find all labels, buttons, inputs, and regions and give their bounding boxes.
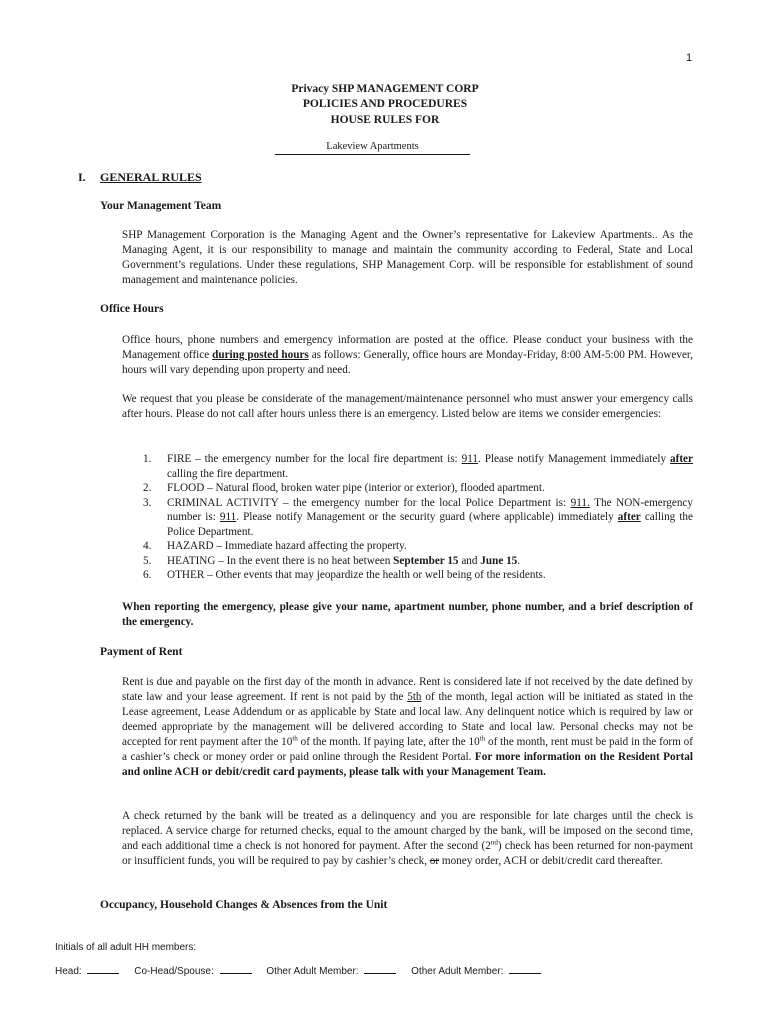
initials-line xyxy=(55,965,541,977)
office-hours-heading: Office Hours xyxy=(100,303,164,315)
property-name: Lakeview Apartments xyxy=(275,140,470,155)
list-item: 6. OTHER – Other events that may jeopardize the health or well being of the residents. xyxy=(143,569,546,581)
emergency-list xyxy=(122,452,693,583)
initials-label: Initials of all adult HH members: xyxy=(55,942,197,953)
payment-of-rent-heading: Payment of Rent xyxy=(100,646,183,658)
document-subtitle: POLICIES AND PROCEDURES xyxy=(302,98,468,110)
cohead-label: Co-Head/Spouse: xyxy=(134,966,214,977)
list-item: 2. FLOOD – Natural flood, broken water pipe (interior or exterior), flooded apartment. xyxy=(143,482,545,494)
list-item: 1. FIRE – the emergency number for the local fire department is: 911. Please notify Management immediately after calling the fire department. xyxy=(143,453,693,480)
other-adult-initials-field-1[interactable] xyxy=(364,965,396,974)
management-team-text: SHP Management Corporation is the Managing Agent and the Owner’s representative for Lakeview Apartments.. As the Managing Agent, it is our responsibility to manage and maintain the community according to Federal, State and Local Government’s regulations. Under these regulations, SHP Management Corp. will be responsible for establishment of sound management and maintenance policies. xyxy=(122,229,693,286)
other-adult-initials-field-2[interactable] xyxy=(509,965,541,974)
list-item: 4. HAZARD – Immediate hazard affecting the property. xyxy=(143,540,407,552)
management-team-heading: Your Management Team xyxy=(100,200,222,212)
other-adult-label-1: Other Adult Member: xyxy=(266,966,359,977)
document-title: Privacy SHP MANAGEMENT CORP xyxy=(291,83,479,95)
reporting-instructions: When reporting the emergency, please give your name, apartment number, phone number, and a brief description of the emergency. xyxy=(122,601,693,628)
list-item: 3. CRIMINAL ACTIVITY – the emergency number for the local Police Department is: 911. The NON-emergency number is: 911. Please notify Management or the security guard (where applicable) immediately after calling the Police Department. xyxy=(143,496,693,538)
list-item: 5. HEATING – In the event there is no heat between September 15 and June 15. xyxy=(143,554,521,567)
section-number: I. xyxy=(78,170,86,184)
rent-payment-paragraph: Rent is due and payable on the first day of the month in advance. Rent is considered late if not received by the date defined by state law and your lease agreement. If rent is not paid by the 5th of the month, legal action will be initiated as stated in the Lease agreement, Lease Addendum or as applicable by State and local law. Any delinquent notice which is required by law or deemed appropriate by the management will be delivered according to State and local law. Personal checks may not be accepted for rent payment after the 10th of the month. If paying late, after the 10th of the month, rent must be paid in the form of a cashier’s check or money order or paid online through the Resident Portal. For more information on the Resident Portal and online ACH or debit/credit card payments, please talk with your Management Team. xyxy=(122,676,694,778)
returned-check-paragraph: A check returned by the bank will be treated as a delinquency and you are responsible for late charges until the check is replaced. A service charge for returned checks, equal to the amount charged by the bank, will be imposed on the second time, and each additional time a check is not honored for payment. After the second (2nd) check has been returned for non-payment or insufficient funds, you will be required to pay by cashier’s check, or money order, ACH or debit/credit card thereafter. xyxy=(122,810,694,867)
page-number: 1 xyxy=(686,52,693,64)
head-initials-field[interactable] xyxy=(87,965,119,974)
other-adult-label-2: Other Adult Member: xyxy=(411,966,504,977)
head-label: Head: xyxy=(55,966,82,977)
occupancy-heading: Occupancy, Household Changes & Absences from the Unit xyxy=(100,899,388,911)
office-hours-paragraph: Office hours, phone numbers and emergency information are posted at the office. Please conduct your business with the Management office during posted hours as follows: Generally, office hours are Monday-Friday, 8:00 AM-5:00 PM. However, hours will vary depending upon property and need. xyxy=(122,334,693,376)
posted-hours-emphasis: during posted hours xyxy=(212,349,309,361)
house-rules-heading: HOUSE RULES FOR xyxy=(330,114,440,126)
cohead-initials-field[interactable] xyxy=(220,965,252,974)
emergency-request-paragraph: We request that you please be considerate of the management/maintenance personnel who must answer your emergency calls after hours. Please do not call after hours unless there is an emergency. Listed below are items we consider emergencies: xyxy=(122,393,693,420)
section-title: GENERAL RULES xyxy=(100,170,202,184)
